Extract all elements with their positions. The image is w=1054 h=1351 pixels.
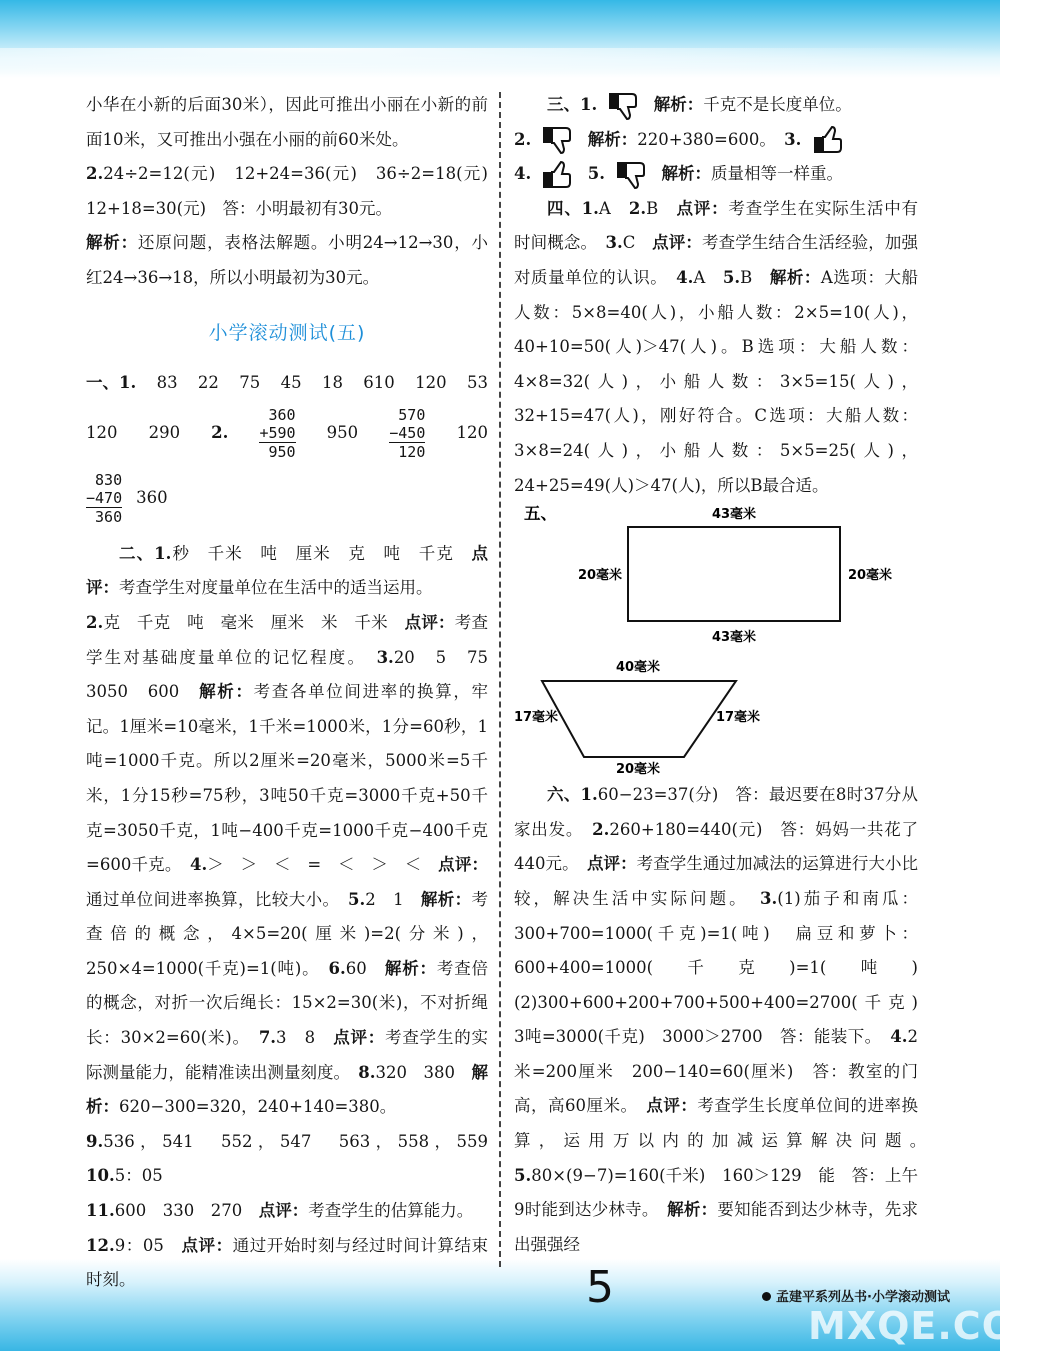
q3-4-5: 4. 5. 解析：质量相等一样重。 bbox=[514, 157, 918, 192]
rect-top-label: 43毫米 bbox=[711, 507, 757, 523]
q1-value: 75 bbox=[239, 373, 261, 393]
q1-value: 45 bbox=[280, 373, 302, 393]
q1-value: 120 bbox=[456, 423, 488, 443]
left-column bbox=[86, 88, 505, 1298]
q4: 四、1.A 2.B 点评：考查学生在实际生活中有时间概念。 3.C 点评：考查学生结合生活经验，加强对质量单位的认识。 4.A 5.B 解析：A选项：大船人数：5×8=40(人)，小船人数：2×5=10(人)，40+10=50(人)＞47(人)。B选项：大船人数：4×8=32(人)，小船人数：3×5=15(人)，32+15=47(人)，刚好符合。C选项：大船人数：3×8=24(人)，小船人数：5×5=25(人)，24+25=49(人)＞47(人)，所以B最合适。 bbox=[514, 198, 919, 495]
bullet-icon bbox=[762, 1292, 771, 1301]
trap-bottom-label: 20毫米 bbox=[615, 762, 661, 778]
vertical-calculation-sub: 570 −450 120 bbox=[389, 406, 426, 462]
trap-left-label: 17毫米 bbox=[513, 710, 559, 726]
thumbs-down-icon bbox=[608, 91, 642, 121]
q1-row-2 bbox=[86, 405, 488, 463]
rectangle-figure bbox=[628, 527, 840, 621]
q1-row-1 bbox=[86, 366, 488, 401]
q1-value: 83 bbox=[156, 373, 178, 393]
series-footer: 孟建平系列丛书·小学滚动测试 bbox=[762, 1286, 950, 1305]
q2-1: 二、1.秒 千米 吨 厘米 克 吨 千克 点评：考查学生对度量单位在生活中的适当运用。 bbox=[86, 543, 489, 598]
q1-label: 一、1. bbox=[86, 373, 137, 393]
vertical-calculation-sub: 830 −470 360 bbox=[86, 471, 123, 527]
thumbs-up-icon bbox=[813, 125, 847, 155]
q1-item-2-label: 2. bbox=[211, 423, 229, 443]
watermark: MXQE.COM bbox=[808, 1304, 1054, 1348]
q1-value: 610 bbox=[363, 373, 395, 393]
q1-value: 18 bbox=[321, 373, 343, 393]
q2-2: 2.克 千克 吨 毫米 厘米 米 千米 点评：考查学生对基础度量单位的记忆程度。 3.20 5 75 3050 600 解析：考查各单位间进率的换算，牢记。1厘米=10毫米，1千米=1000米，1分=60秒，1吨=1000千克。所以2厘米=20毫米，5000米=5千米，1分15秒=75秒，3吨50千克=3000千克+50千克=3050千克，1吨−400千克=1000千克−400千克=600千克。 4.＞ ＞ ＜ = ＜ ＞ ＜ 点评：通过单位间进率换算，比较大小。 5.2 1 解析：考查倍的概念，4×5=20(厘米)=2(分米)，250×4=1000(千克)=1(吨)。 6.60 解析：考查倍的概念，对折一次后绳长：15×2=30(米)，不对折绳长：30×2=60(米)。 7.3 8 点评：考查学生的实际测量能力，能精准读出测量刻度。 8.320 380 解析：620−300=320，240+140=380。 bbox=[86, 612, 505, 1117]
q2-12: 12.9：05 点评：通过开始时刻与经过时间计算结束时刻。 bbox=[86, 1235, 489, 1290]
top-decoration-band bbox=[0, 0, 1000, 78]
column-divider bbox=[499, 92, 501, 1267]
trapezoid-figure bbox=[542, 681, 736, 757]
page-number: 5 bbox=[586, 1262, 614, 1313]
q5-label: 五、 bbox=[524, 504, 557, 524]
rect-left-label: 20毫米 bbox=[577, 568, 623, 584]
section-title: 小学滚动测试(五) bbox=[208, 321, 366, 344]
q2-11: 11.600 330 270 点评：考查学生的估算能力。 bbox=[86, 1201, 474, 1221]
vertical-calculation-add: 360 +590 950 bbox=[259, 406, 296, 462]
rect-bottom-label: 43毫米 bbox=[711, 630, 757, 646]
right-column bbox=[513, 88, 935, 1262]
q1-value: 22 bbox=[197, 373, 219, 393]
q2-9-10: 9.536，541 552，547 563，558，559 10.5：05 bbox=[86, 1131, 488, 1186]
q1-value: 950 bbox=[326, 423, 359, 443]
answer-2-analysis: 解析：还原问题，表格法解题。小明24→12→30，小红24→36→18，所以小明最初为30元。 bbox=[86, 233, 489, 287]
trap-right-label: 17毫米 bbox=[715, 710, 761, 726]
answer-2: 2.24÷2=12(元) 12+24=36(元) 36÷2=18(元) 12+18=30(元) 答：小明最初有30元。 bbox=[86, 164, 505, 218]
q6: 六、1.60−23=37(分) 答：最迟要在8时37分从家出发。 2.260+180=440(元) 答：妈妈一共花了440元。 点评：考查学生通过加减法的运算进行大小比较，解决生活中实际问题。 3.(1)茄子和南瓜：300+700=1000(千克)=1(吨) 扁豆和萝卜：600+400=1000(千克)=1(吨) (2)300+600+200+700+500+400=2700(千克) 3吨=3000(千克) 3000＞2700 答：能装下。 4.2米=200厘米 200−140=60(厘米) 答：教室的门高，高60厘米。 点评：考查学生长度单位间的进率换算，运用万以内的加减运算解决问题。 5.80×(9−7)=160(千米) 160＞129 能 答：上午9时能到达少林寺。 解析：要知能否到达少林寺，先求出强强经 bbox=[514, 785, 935, 1254]
answer-continuation: 小华在小新的后面30米），因此可推出小丽在小新的前面10米，又可推出小强在小丽的前60米处。 bbox=[86, 95, 488, 149]
rect-right-label: 20毫米 bbox=[847, 568, 893, 584]
q5-figures bbox=[514, 503, 918, 778]
q1-value: 360 bbox=[136, 488, 168, 508]
q1-value: 120 bbox=[86, 423, 118, 443]
q3-1: 三、1. 解析：千克不是长度单位。 bbox=[514, 88, 918, 123]
q1-value: 120 bbox=[415, 373, 447, 393]
q3-2-3: 2. 解析：220+380=600。 3. bbox=[514, 123, 918, 158]
thumbs-up-icon bbox=[542, 160, 576, 190]
thumbs-down-icon bbox=[542, 125, 576, 155]
q1-row-3 bbox=[86, 467, 488, 531]
q1-value: 53 bbox=[466, 373, 488, 393]
trap-top-label: 40毫米 bbox=[615, 660, 661, 676]
q1-value: 290 bbox=[148, 423, 181, 443]
thumbs-down-icon bbox=[616, 160, 650, 190]
